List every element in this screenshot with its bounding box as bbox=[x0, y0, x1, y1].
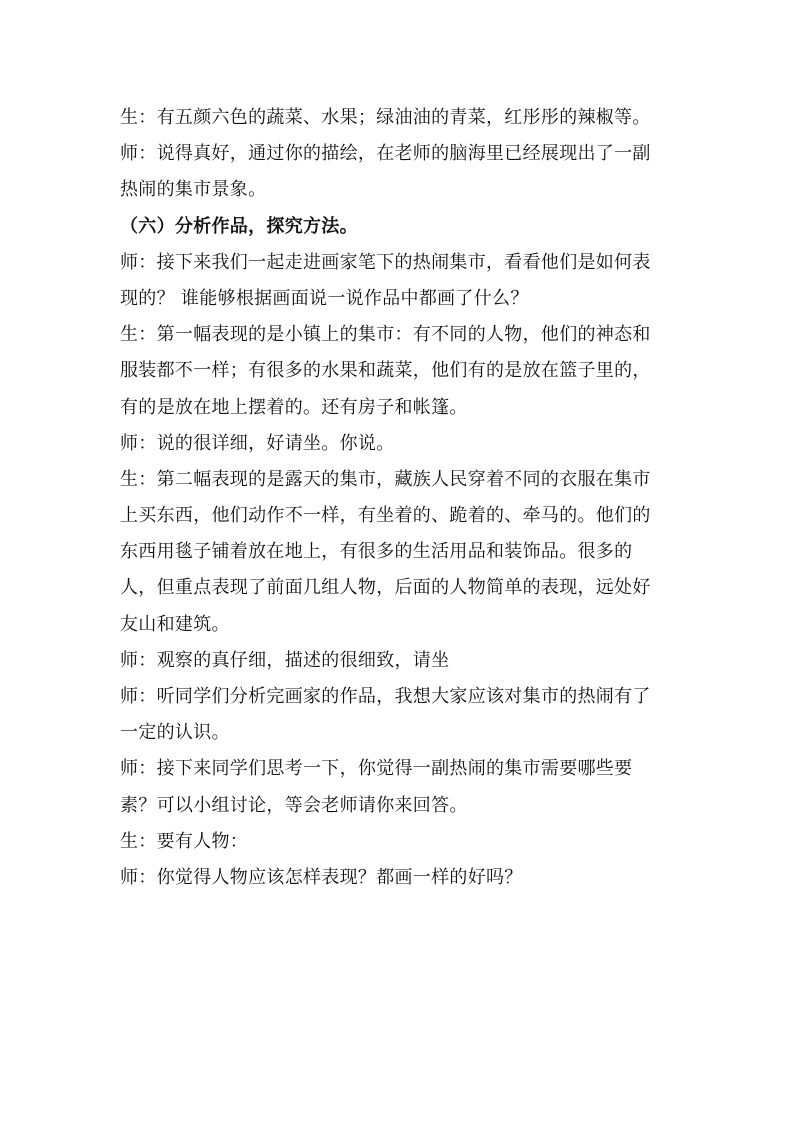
text-line: 服装都不一样；有很多的水果和蔬菜，他们有的是放在篮子里的， bbox=[120, 360, 651, 382]
text-line: 一定的认识。 bbox=[120, 722, 230, 744]
text-line: 热闹的集市景象。 bbox=[120, 179, 267, 201]
text-line: 上买东西，他们动作不一样，有坐着的、跪着的、牵马的。他们的 bbox=[120, 505, 651, 527]
text-line: 生：第二幅表现的是露天的集市，藏族人民穿着不同的衣服在集市 bbox=[120, 468, 651, 490]
text-line: 师：观察的真仔细，描述的很细致，请坐 bbox=[120, 649, 450, 671]
text-line: 生：第一幅表现的是小镇上的集市：有不同的人物，他们的神态和 bbox=[120, 324, 651, 346]
text-line: 师：听同学们分析完画家的作品，我想大家应该对集市的热闹有了 bbox=[120, 686, 651, 707]
text-line: 有的是放在地上摆着的。还有房子和帐篷。 bbox=[120, 396, 468, 418]
text-line: 现的？ 谁能够根据画面说一说作品中都画了什么？ bbox=[120, 287, 529, 309]
document-body bbox=[120, 100, 680, 896]
text-line: 东西用毯子铺着放在地上，有很多的生活用品和装饰品。很多的 bbox=[120, 541, 633, 563]
text-line: 人，但重点表现了前面几组人物，后面的人物简单的表现，远处好 bbox=[120, 577, 651, 599]
text-line: 友山和建筑。 bbox=[120, 613, 230, 635]
text-line: 师：说的很详细，好请坐。你说。 bbox=[120, 432, 395, 454]
text-line: 师：接下来我们一起走进画家笔下的热闹集市，看看他们是如何表 bbox=[120, 251, 651, 273]
text-line: 生：要有人物： bbox=[120, 830, 249, 852]
text-line: 生：有五颜六色的蔬菜、水果；绿油油的青菜，红彤彤的辣椒等。 bbox=[120, 107, 651, 128]
text-line: 师：接下来同学们思考一下，你觉得一副热闹的集市需要哪些要 bbox=[120, 758, 633, 780]
section-heading: （六）分析作品，探究方法。 bbox=[120, 215, 358, 237]
text-line: 素？可以小组讨论，等会老师请你来回答。 bbox=[120, 794, 468, 816]
text-line: 师：说得真好，通过你的描绘，在老师的脑海里已经展现出了一副 bbox=[120, 143, 651, 165]
text-line: 师：你觉得人物应该怎样表现？都画一样的好吗？ bbox=[120, 866, 523, 888]
